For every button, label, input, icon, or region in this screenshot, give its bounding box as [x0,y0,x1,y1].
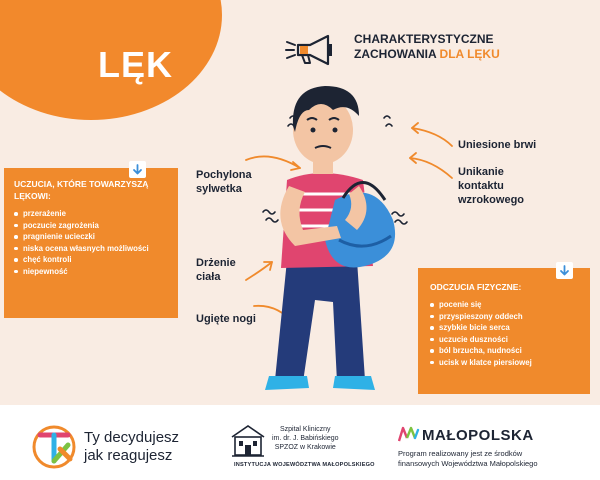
list-item: chęć kontroli [14,254,170,266]
physical-box-title: ODCZUCIA FIZYCZNE: [430,282,522,292]
list-item: szybkie bicie serca [430,322,582,334]
malo-line-1: Program realizowany jest ze środków [398,449,523,458]
hospital-subtitle: INSTYTUCJA WOJEWÓDZTWA MAŁOPOLSKIEGO [234,462,375,468]
malopolska-name: MAŁOPOLSKA [422,427,534,444]
list-item: pocenie się [430,299,582,311]
label-shaking: Drżenie ciała [196,257,236,283]
label-knees: Ugięte nogi [196,313,256,325]
list-item: uczucie duszności [430,334,582,346]
list-item: przerażenie [14,208,170,220]
list-item: pragnienie ucieczki [14,231,170,243]
hospital-line-3: SPZOZ w Krakowie [274,444,336,451]
hospital-name [272,425,339,452]
list-item: niepewność [14,266,170,278]
list-item: niska ocena własnych możliwości [14,243,170,255]
malo-line-2: finansowych Województwa Małopolskiego [398,459,538,468]
tyd-logo-icon [30,425,78,469]
list-item: ból brzucha, nudności [430,345,582,357]
heading-highlight: DLA LĘKU [439,47,500,61]
hospital-building-icon [230,423,266,459]
tyd-line-2: jak reagujesz [84,447,173,464]
heading-line-2-prefix: ZACHOWANIA [354,47,440,61]
page-title: LĘK [98,44,173,85]
tyd-text [84,429,179,465]
list-item: ucisk w klatce piersiowej [430,357,582,369]
list-item: przyspieszony oddech [430,311,582,323]
hospital-line-1: Szpital Kliniczny [279,426,331,433]
heading-line-1: CHARAKTERYSTYCZNE [354,32,494,46]
label-posture: Pochylona sylwetka [196,169,252,195]
hospital-line-2: im. dr. J. Babińskiego [272,435,339,442]
footer [0,405,600,480]
malopolska-program-text [398,449,538,469]
tyd-line-1: Ty decydujesz [84,429,180,446]
anxious-person-illustration [225,70,425,400]
feelings-box-title: UCZUCIA, KTÓRE TOWARZYSZĄ LĘKOWI: [14,179,149,201]
label-brows: Uniesione brwi [458,139,537,151]
malopolska-logo-icon [398,426,420,442]
list-item: poczucie zagrożenia [14,220,170,232]
label-eye-contact: Unikanie kontaktu wzrokowego [458,166,525,206]
